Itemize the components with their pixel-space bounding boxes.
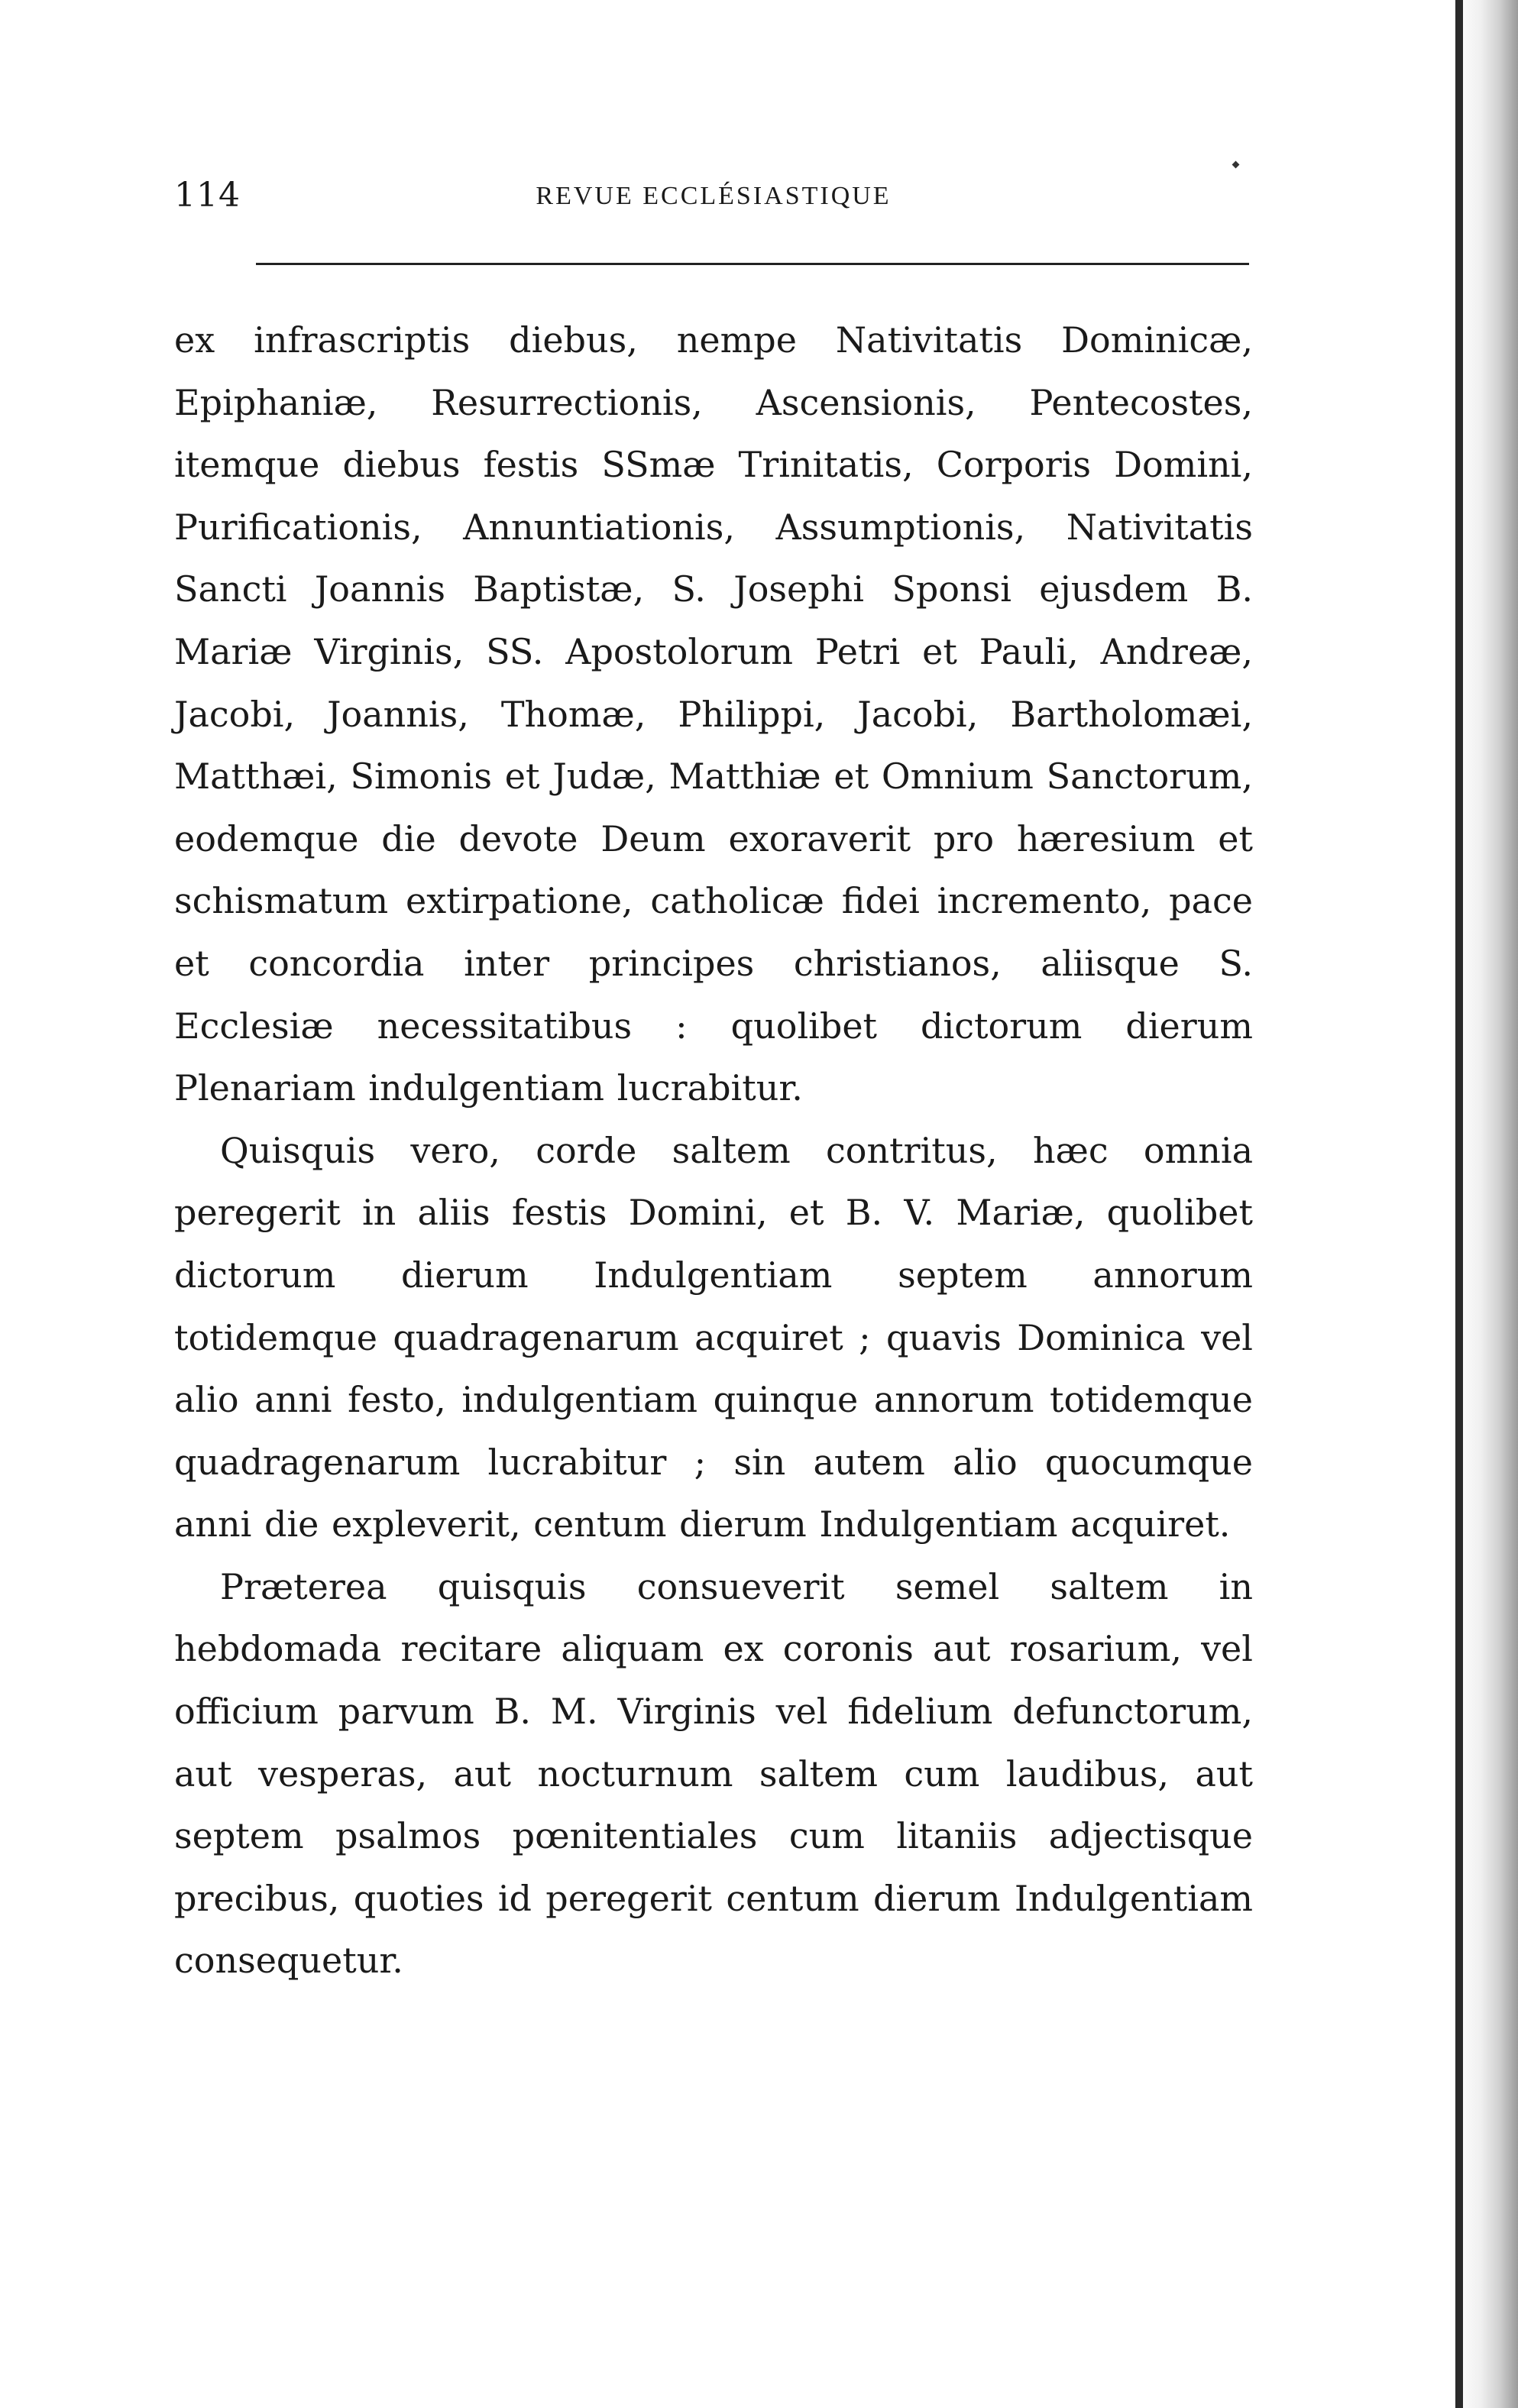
page-header bbox=[174, 176, 1253, 222]
ink-speck bbox=[1232, 161, 1240, 169]
paragraph-3: Præterea quisquis consueverit semel saltem in hebdomada recitare aliquam ex coronis aut rosarium, vel officium parvum B. M. Virginis vel fidelium defunctorum, aut vesperas, aut nocturnum saltem cum laudibus, aut septem psalmos pœnitentiales cum litaniis adjectisque precibus, quoties id peregerit centum dierum Indulgentiam consequetur. bbox=[174, 1565, 1253, 1982]
scan-margin-shadow bbox=[1457, 0, 1518, 2408]
running-title: REVUE ECCLÉSIASTIQUE bbox=[536, 182, 892, 210]
header-rule bbox=[256, 263, 1249, 265]
paragraph-1: ex infrascriptis diebus, nempe Nativitatis Dominicæ, Epiphaniæ, Resurrectionis, Ascensionis, Pentecostes, itemque diebus festis SSmæ Trinitatis, Corporis Domini, Purificationis, Annuntiationis, Assumptionis, Nativitatis Sancti Joannis Baptistæ, S. Josephi Sponsi ejusdem B. Mariæ Virginis, SS. Apostolorum Petri et Pauli, Andreæ, Jacobi, Joannis, Thomæ, Philippi, Jacobi, Bartholomæi, Matthæi, Simonis et Judæ, Matthiæ et Omnium Sanctorum, eodemque die devote Deum exoraverit pro hæresium et schismatum extirpatione, catholicæ fidei incremento, pace et concordia inter principes christianos, aliisque S. Ecclesiæ necessitatibus : quolibet dictorum dierum Plenariam indulgentiam lucrabitur. bbox=[174, 319, 1253, 1109]
paragraph-2: Quisquis vero, corde saltem contritus, hæc omnia peregerit in aliis festis Domini, et B. V. Mariæ, quolibet dictorum dierum Indulgentiam septem annorum totidemque quadragenarum acquiret ; quavis Dominica vel alio anni festo, indulgentiam quinque annorum totidemque quadragenarum lucrabitur ; sin autem alio quocumque anni die expleverit, centum dierum Indulgentiam acquiret. bbox=[174, 1129, 1253, 1545]
page-number: 114 bbox=[174, 176, 241, 215]
scan-page-edge bbox=[1455, 0, 1463, 2408]
body-text bbox=[174, 309, 1253, 1992]
